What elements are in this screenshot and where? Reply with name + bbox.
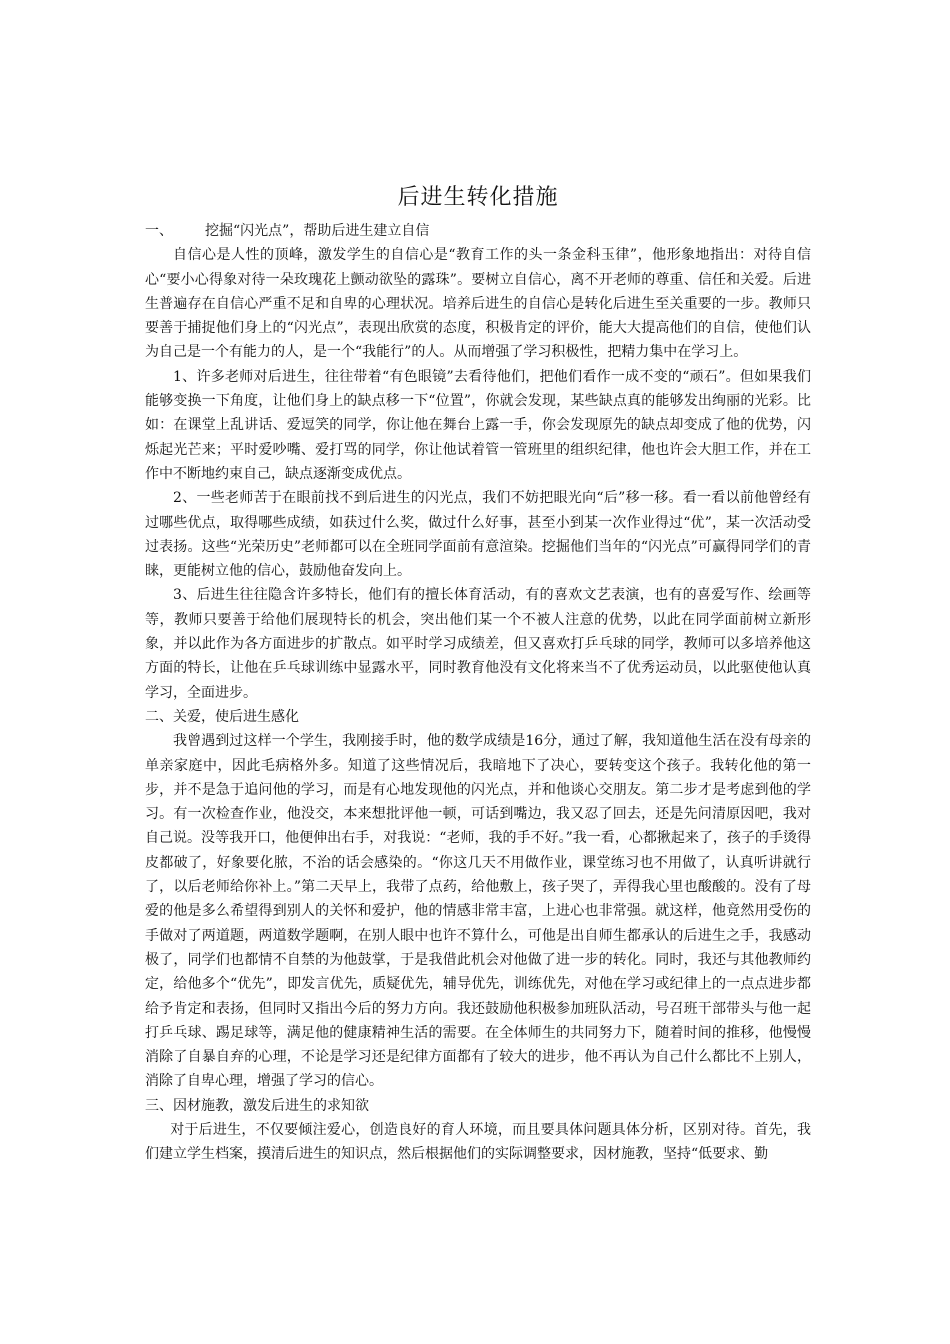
section-heading — [145, 219, 811, 243]
section-3 — [145, 1094, 811, 1167]
paragraph: 3、后进生往往隐含许多特长，他们有的擅长体育活动，有的喜欢文艺表演，也有的喜爱写作、绘画等等，教师只要善于给他们展现特长的机会，突出他们某一个不被人注意的优势，以此在同学面前树立新形象，并以此作为各方面进步的扩散点。如平时学习成绩差，但又喜欢打乒乓球的同学，教师可以多培养他这方面的特长，让他在乒乓球训练中显露水平，同时教育他没有文化将来当不了优秀运动员，以此驱使他认真学习，全面进步。 — [145, 587, 811, 701]
section-number: 一、 — [145, 223, 173, 239]
section-heading-text: 三、因材施教，激发后进生的求知欲 — [145, 1097, 369, 1114]
section-1 — [145, 219, 811, 705]
document-page — [145, 183, 811, 1167]
document-title: 后进生转化措施 — [397, 185, 559, 210]
paragraph: 对于后进生，不仅要倾注爱心，创造良好的育人环境，而且要具体问题具体分析，区别对待。首先，我们建立学生档案，摸清后进生的知识点，然后根据他们的实际调整要求，因材施教，坚持“低要求、勤 — [145, 1121, 811, 1163]
section-2 — [145, 705, 811, 1094]
section-heading-text: 二、关爱，使后进生感化 — [145, 708, 299, 725]
section-heading — [145, 1094, 811, 1118]
section-heading — [145, 705, 811, 729]
paragraph: 1、许多老师对后进生，往往带着“有色眼镜”去看待他们，把他们看作一成不变的“顽石”。但如果我们能够变换一下角度，让他们身上的缺点移一下“位置”，你就会发现，某些缺点真的能够发出绚丽的光彩。比如：在课堂上乱讲话、爱逗笑的同学，你让他在舞台上露一手，你会发现原先的缺点却变成了他的优势，闪烁起光芒来；平时爱吵嘴、爱打骂的同学，你让他试着管一管班里的组织纪律，他也许会大胆工作，并在工作中不断地约束自己，缺点逐渐变成优点。 — [145, 368, 811, 482]
paragraph: 2、一些老师苦于在眼前找不到后进生的闪光点，我们不妨把眼光向“后”移一移。看一看以前他曾经有过哪些优点，取得哪些成绩，如获过什么奖，做过什么好事，甚至小到某一次作业得过“优”，某一次活动受过表扬。这些“光荣历史”老师都可以在全班同学面前有意渲染。挖掘他们当年的“闪光点”可赢得同学们的青睐，更能树立他的信心，鼓励他奋发向上。 — [145, 490, 811, 580]
paragraph: 我曾遇到过这样一个学生，我刚接手时，他的数学成绩是16分，通过了解，我知道他生活在没有母亲的单亲家庭中，因此毛病格外多。知道了这些情况后，我暗地下了决心，要转变这个孩子。我转化他的第一步，并不是急于追问他的学习，而是有心地发现他的闪光点，并和他谈心交朋友。第二步才是考虑到他的学习。有一次检查作业，他没交，本来想批评他一顿，可话到嘴边，我又忍了回去，还是先问清原因吧，我对自己说。没等我开口，他便伸出右手，对我说：“老师，我的手不好。”我一看，心都揪起来了，孩子的手烫得皮都破了，好象要化脓，不治的话会感染的。“你这几天不用做作业，课堂练习也不用做了，认真听讲就行了，以后老师给你补上。”第二天早上，我带了点药，给他敷上，孩子哭了，弄得我心里也酸酸的。没有了母爱的他是多么希望得到别人的关怀和爱护，他的情感非常丰富，上进心也非常强。就这样，他竟然用受伤的手做对了两道题，两道数学题啊，在别人眼中也许不算什么，可他是出自师生都承认的后进生之手，我感动极了，同学们也都情不自禁的为他鼓掌，于是我借此机会对他做了进一步的转化。同时，我还与其他教师约定，给他多个“优先”，即发言优先，质疑优先，辅导优先，训练优先，对他在学习或纪律上的一点点进步都给予肯定和表扬，但同时又指出今后的努力方向。我还鼓励他积极参加班队活动，号召班干部带头与他一起打乒乓球、踢足球等，满足他的健康精神生活的需要。在全体师生的共同努力下，随着时间的推移，他慢慢消除了自暴自弃的心理，不论是学习还是纪律方面都有了较大的进步，他不再认为自己什么都比不上别人，消除了自卑心理，增强了学习的信心。 — [145, 733, 811, 1090]
paragraph: 自信心是人性的顶峰，激发学生的自信心是“教育工作的头一条金科玉律”，他形象地指出：对待自信心“要小心得象对待一朵玫瑰花上颤动欲坠的露珠”。要树立自信心，离不开老师的尊重、信任和关爱。后进生普遍存在自信心严重不足和自卑的心理状况。培养后进生的自信心是转化后进生至关重要的一步。教师只要善于捕捉他们身上的“闪光点”，表现出欣赏的态度，积极肯定的评价，能大大提高他们的自信，使他们认为自己是一个有能力的人，是一个“我能行”的人。从而增强了学习积极性，把精力集中在学习上。 — [145, 247, 811, 361]
section-heading-text: 挖掘“闪光点”，帮助后进生建立自信 — [205, 223, 430, 239]
